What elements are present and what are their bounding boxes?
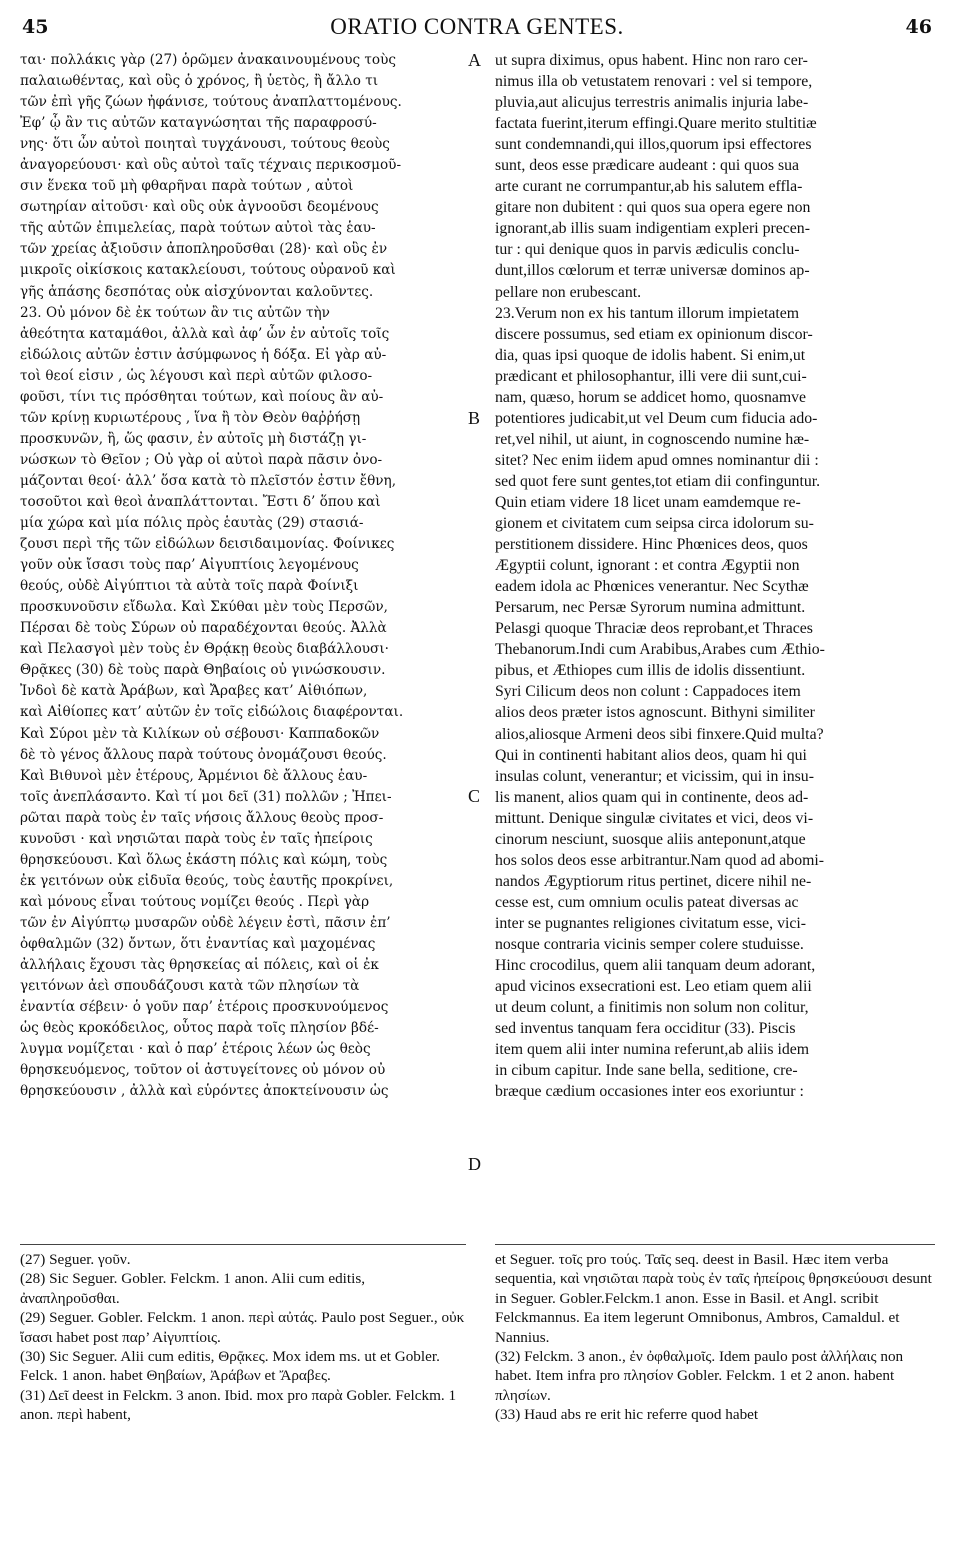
footnote: (30) Sic Seguer. Alii cum editis, Θρᾷκες. Mox idem ms. ut et Gobler. Felck. 1 anon. habet Θηβαίων, Ἀράβων et Ἄραβες.: [20, 1348, 440, 1385]
latin-text-line: sunt, deos esse prædicare audeant : qui quos sua: [495, 157, 800, 175]
page-number-left: 45: [22, 16, 49, 38]
latin-text-line: perstitionem dissidere. Hinc Phœnices deos, quos: [495, 536, 808, 554]
greek-text-line: εἰδώλοις αὐτῶν ἐστιν ἀσύμφωνος ἡ δόξα. Εἰ γὰρ αὐ-: [20, 346, 387, 363]
greek-text-line: φοῦσι, τίνι τις πρόσθηται τούτων, καὶ ποίους ἂν αὐ-: [20, 388, 384, 405]
latin-text-line: tur : qui denique quos in parvis ædiculis conclu-: [495, 241, 800, 259]
footnote: (28) Sic Seguer. Gobler. Felckm. 1 anon. Alii cum editis, ἀναπληροῦσθαι.: [20, 1270, 366, 1307]
footnote: (32) Felckm. 3 anon., ἐν ὀφθαλμοῖς. Idem paulo post ἀλλήλαις non habet. Item infra pro πλησίον Gobler. Felckm. 1 et 2 anon. habent πλησίων.: [495, 1348, 904, 1404]
latin-text-line: Thebanorum.Indi cum Arabibus,Arabes cum Æthio-: [495, 641, 825, 659]
latin-text-line: insulas colunt, venerantur; et vicissim, qui in insu-: [495, 767, 814, 785]
latin-text-line: gitare non dubitent : qui quos sua opera egere non: [495, 199, 811, 217]
greek-text-line: τοῖς ἀνεπλάσαντο. Καὶ τί μοι δεῖ (31) πολλῶν ; Ἠπει-: [20, 788, 392, 805]
latin-text-line: gionem et civitatem cum seipsa circa idolorum su-: [495, 515, 814, 533]
greek-text-line: 23. Οὐ μόνον δὲ ἐκ τούτων ἂν τις αὐτῶν τὴν: [20, 304, 330, 321]
greek-text-line: ζουσι περὶ τῆς τῶν εἰδώλων δεισιδαιμονίας. Φοίνικες: [20, 536, 395, 553]
latin-text-line: sed inventus tanquam fera occiditur (33). Piscis: [495, 1020, 796, 1038]
greek-text-line: νης· ὅτι ὧν αὐτοὶ ποιηταὶ τυγχάνουσι, τούτους θεοὺς: [20, 136, 390, 153]
latin-text-line: pluvia,aut alicujus terrestris animalis injuria labe-: [495, 94, 809, 112]
latin-text-line: lis manent, alios quam qui in continente, deos ad-: [495, 788, 809, 806]
greek-text-line: γοῦν οὐκ ἴσασι τοὺς παρ’ Αἰγυπτίοις λεγομένους: [20, 557, 359, 574]
greek-text-line: τῶν χρείας ἀξιοῦσιν ἀποπληροῦσθαι (28)· καὶ οὓς ἐν: [20, 241, 388, 258]
latin-text-line: nimus illa ob vetustatem renovari : vel si tempore,: [495, 73, 813, 91]
section-marker-d: D: [468, 1154, 481, 1174]
footnotes-right: [495, 1250, 935, 1425]
latin-text-line: Hinc crocodilus, quem alii tanquam deum adorant,: [495, 957, 816, 975]
greek-text-line: ἐναντία σέβειν· ὁ γοῦν παρ’ ἑτέροις προσκυνούμενος: [20, 999, 389, 1016]
page-number-right: 46: [905, 16, 932, 38]
greek-text-line: τῶν κρίνῃ κυριωτέρους , ἵνα ἢ τὸν Θεὸν θαῤῥήσῃ: [20, 409, 361, 426]
greek-text-line: σωτηρίαν αἰτοῦσι· καὶ οὓς οὐκ ἀγνοοῦσι δεομένους: [20, 199, 379, 216]
greek-text-line: προσκυνοῦσιν εἴδωλα. Καὶ Σκύθαι μὲν τοὺς Περσῶν,: [20, 599, 388, 616]
greek-text-line: καὶ Αἰθίοπες κατ’ αὐτῶν ἐν τοῖς εἰδώλοις διαφέρονται.: [20, 704, 404, 721]
greek-text-line: ὡς θεὸς κροκόδειλος, οὗτος παρὰ τοῖς πλησίον βδέ-: [20, 1020, 379, 1037]
latin-text-line: pibus, et Æthiopes cum illis de idolis dissentiunt.: [495, 662, 806, 680]
greek-text-line: Θρᾷκες (30) δὲ τοὺς παρὰ Θηβαίοις οὐ γινώσκουσιν.: [20, 662, 386, 679]
greek-text-line: Πέρσαι δὲ τοὺς Σύρων οὐ παραδέχονται θεούς. Ἀλλὰ: [20, 620, 387, 637]
latin-text-line: alios,aliosque Armeni deos sibi finxere.Quid multa?: [495, 725, 824, 743]
latin-text-line: dia, quas ipsi quoque de idolis habent. Si enim,ut: [495, 346, 806, 364]
greek-text-line: τῶν ἐν Αἰγύπτῳ μυσαρῶν οὐδὲ λέγειν ἐστὶ, πᾶσιν ἐπ’: [20, 914, 391, 931]
latin-text-line: sunt condemnandi,qui illos,quorum ipsi effectores: [495, 136, 812, 154]
latin-text-line: ignorant,ab illis suam indigentiam expleri precen-: [495, 220, 810, 238]
latin-text-line: bræque cædium occasiones inter eos exoriuntur :: [495, 1083, 804, 1101]
latin-text-line: alios deos præter istos agnoscunt. Bithyni similiter: [495, 704, 815, 722]
latin-text-line: nosque contraria vicinis semper colere studuisse.: [495, 935, 804, 953]
latin-text-line: Ægyptii colunt, ignorant : et contra Ægyptii non: [495, 557, 800, 575]
greek-text-line: καὶ μόνους εἶναι τούτους νομίζει θεούς . Περὶ γὰρ: [20, 893, 370, 910]
greek-text-line: θρησκεύουσιν , ἀλλὰ καὶ εὑρόντες ἀποκτείνουσιν ὡς: [20, 1083, 389, 1100]
greek-text-line: Ἰνδοὶ δὲ κατὰ Ἀράβων, καὶ Ἄραβες κατ’ Αἰθιόπων,: [20, 683, 368, 700]
latin-text-line: pellare non erubescant.: [495, 283, 642, 301]
greek-text-line: ἐκ γειτόνων οὐκ εἰδυῖα θεούς, τοὺς ἑαυτῆς προκρίνει,: [20, 872, 394, 889]
greek-text-column: [20, 50, 466, 1102]
greek-text-line: νώσκων τὸ Θεῖον ; Οὐ γὰρ οἱ αὐτοὶ παρὰ πᾶσιν ὀνο-: [20, 451, 383, 468]
greek-text-line: θρησκεύουσι. Καὶ ὅλως ἑκάστη πόλις καὶ κώμη, τοὺς: [20, 851, 388, 868]
latin-text-line: Qui in continenti habitant alios deos, quam hi qui: [495, 746, 807, 764]
latin-text-line: inter se pugnantes religiones civitatum esse, vici-: [495, 914, 807, 932]
latin-text-line: nam, quæso, horum se addicet homo, quosnamve: [495, 388, 807, 406]
latin-text-line: Persarum, nec Persæ Syrorum numina admittunt.: [495, 599, 806, 617]
latin-text-line: in cibum capitur. Inde sane bella, seditione, cre-: [495, 1062, 798, 1080]
greek-text-line: γῆς ἁπάσης δεσπότας οὐκ αἰσχύνονται καλοῦντες.: [20, 283, 374, 300]
latin-text-line: item quem alii inter numina referunt,ab aliis idem: [495, 1041, 810, 1059]
greek-text-line: μικροῖς οἰκίσκοις κατακλείουσι, τούτους οὐρανοῦ καὶ: [20, 262, 396, 279]
greek-text-line: θεούς, οὐδὲ Αἰγύπτιοι τὰ αὐτὰ τοῖς παρὰ Φοίνιξι: [20, 578, 359, 595]
latin-text-line: dunt,illos cœlorum et terræ universæ dominos ap-: [495, 262, 810, 280]
greek-text-line: Καὶ Σύροι μὲν τὰ Κιλίκων οὐ σέβουσι· Καππαδοκῶν: [20, 725, 380, 742]
latin-text-line: sed quot fere sunt gentes,tot etiam dii confinguntur.: [495, 472, 821, 490]
latin-text-line: discere possumus, sed etiam ex opinionum discor-: [495, 325, 813, 343]
latin-text-line: Pelasgi quoque Thraciæ deos reprobant,et Thraces: [495, 620, 813, 638]
footnote: (29) Seguer. Gobler. Felckm. 1 anon. περὶ αὐτάς. Paulo post Seguer., οὐκ ἴσασι habet post παρ’ Αἰγυπτίοις.: [20, 1309, 465, 1346]
greek-text-line: τοὶ θεοί εἰσιν , ὡς λέγουσι καὶ περὶ αὐτῶν φιλοσο-: [20, 367, 373, 384]
footnote: et Seguer. τοῖς pro τούς. Ταῖς seq. deest in Basil. Hæc item verba sequentia, καὶ νησιῶται παρὰ τοὺς ἐν ταῖς ἠπείροις θρησκεύουσι desunt in Seguer. Gobler.Felckm.1 anon. Esse in Basil. et Angl. scribit Felckmannus. Ea item legerunt Omnibonus, Ambros, Camaldul. et Nannius.: [495, 1251, 932, 1346]
footnote-rule-right: [495, 1244, 935, 1245]
latin-text-line: ut deum colunt, a finitimis non solum non colitur,: [495, 999, 809, 1017]
greek-text-line: τοσοῦτοι καὶ θεοὶ ἀναπλάττονται. Ἔστι δ’ ὅπου καὶ: [20, 493, 381, 510]
latin-text-line: cinorum nesciunt, suosque aliis anteponunt,atque: [495, 830, 806, 848]
greek-text-line: ὀφθαλμῶν (32) ὄντων, ὅτι ἐναντίας καὶ μαχομένας: [20, 935, 376, 952]
greek-text-line: λυγμα νομίζεται · καὶ ὁ παρ’ ἑτέροις λέων ὡς θεὸς: [20, 1041, 371, 1058]
latin-text-line: factata fuerint,iterum effingi.Quare merito stultitiæ: [495, 115, 817, 133]
greek-text-line: ρῶται παρὰ τοὺς ἐν ταῖς νήσοις ἄλλους θεοὺς προσ-: [20, 809, 384, 826]
running-title: ORATIO CONTRA GENTES.: [330, 14, 624, 39]
section-marker-a: A: [468, 50, 481, 70]
footnote: (31) Δεῖ deest in Felckm. 3 anon. Ibid. mox pro παρὰ Gobler. Felckm. 1 anon. περὶ habent,: [20, 1386, 457, 1424]
footnote: (33) Haud abs re erit hic referre quod habet: [495, 1406, 759, 1424]
section-marker-c: C: [468, 786, 481, 806]
greek-text-line: καὶ Πελασγοὶ μὲν τοὺς ἐν Θρᾴκῃ θεοὺς διαβάλλουσι·: [20, 641, 389, 658]
latin-text-column: [495, 50, 935, 1102]
latin-text-line: arte curant ne corrumpantur,ab his salutem effla-: [495, 178, 803, 196]
latin-text-line: apud vicinos exsecrationi est. Leo etiam quem alii: [495, 978, 812, 996]
greek-text-line: Ἐφ’ ᾧ ἂν τις αὐτῶν καταγνώσηται τῆς παραφροσύ-: [20, 115, 377, 132]
greek-text-line: ται· πολλάκις γὰρ (27) ὁρῶμεν ἀνακαινουμένους τοὺς: [20, 52, 396, 68]
latin-text-line: Quin etiam videre 18 licet unam eamdemque re-: [495, 493, 801, 511]
greek-text-line: ἀλλήλαις ἔχουσι τὰς θρησκείας αἱ πόλεις, καὶ οἱ ἐκ: [20, 957, 379, 974]
section-marker-b: B: [468, 408, 481, 428]
greek-text-line: παλαιωθέντας, καὶ οὓς ὁ χρόνος, ἢ ὑετὸς, ἢ ἄλλο τι: [20, 73, 379, 90]
footnote-rule-left: [20, 1244, 466, 1245]
latin-text-line: 23.Verum non ex his tantum illorum impietatem: [495, 304, 800, 322]
footnotes-left: [20, 1250, 466, 1425]
greek-text-line: ἀθεότητα καταμάθοι, ἀλλὰ καὶ ἀφ’ ὧν ἐν αὐτοῖς τοῖς: [20, 325, 390, 342]
latin-text-line: prædicant et philosophantur, illi vere dii sunt,cui-: [495, 367, 807, 385]
latin-text-line: mittunt. Denique singulæ civitates et vici, deos vi-: [495, 809, 814, 827]
greek-text-line: μία χώρα καὶ μία πόλις πρὸς ἑαυτὰς (29) στασιά-: [20, 515, 364, 532]
greek-text-line: τῶν ἐπὶ γῆς ζώων ἠφάνισε, τούτους ἀναπλαττομένους.: [20, 94, 402, 111]
greek-text-line: κυνοῦσι · καὶ νησιῶται παρὰ τοὺς ἐν ταῖς ἠπείροις: [20, 830, 373, 847]
greek-text-line: γειτόνων ἀεὶ σπουδάζουσι κατὰ τῶν πλησίων τὰ: [20, 978, 360, 995]
latin-text-line: hos solos deos esse arbitrantur.Nam quod ad abomi-: [495, 851, 825, 869]
latin-text-line: cesse est, cum omnium oculis pateat diversas ac: [495, 893, 799, 911]
running-header: [0, 14, 954, 44]
greek-text-line: σιν ἕνεκα τοῦ μὴ φθαρῆναι παρὰ τούτων , αὐτοὶ: [20, 178, 354, 195]
greek-text-line: δὲ τὸ γένος ἄλλους παρὰ τούτους ὀνομάζουσι θεούς.: [20, 746, 387, 763]
latin-text-line: ret,vel nihil, ut aiunt, in cognoscendo numine hæ-: [495, 430, 810, 448]
greek-text-line: προσκυνῶν, ἢ, ὥς φασιν, ἐν αὐτοῖς μὴ διστάζῃ γι-: [20, 430, 367, 447]
footnote: (27) Seguer. γοῦν.: [20, 1251, 131, 1268]
latin-text-line: ut supra diximus, opus habent. Hinc non raro cer-: [495, 52, 808, 69]
latin-text-line: nandos Ægyptiorum ritus pertinet, dicere nihil ne-: [495, 872, 812, 890]
latin-text-line: sitet? Nec enim iidem apud omnes nominantur dii :: [495, 451, 819, 469]
greek-text-line: μάζονται θεοί· ἀλλ’ ὅσα κατὰ τὸ πλεῖστόν ἐστιν ἔθνη,: [20, 472, 397, 489]
latin-text-line: eadem idola ac Phœnices venerantur. Nec Scythæ: [495, 578, 809, 596]
latin-text-line: potentiores judicabit,ut vel Deum cum fiducia ado-: [495, 409, 818, 427]
greek-text-line: ἀναγορεύουσι· καὶ οὓς αὐτοὶ ταῖς τέχναις περικοσμοῦ-: [20, 157, 402, 174]
greek-text-line: θρησκευόμενος, τοῦτον οἱ ἀστυγείτονες οὐ μόνον οὐ: [20, 1062, 386, 1079]
latin-text-line: Syri Cilicum deos non colunt : Cappadoces item: [495, 683, 801, 701]
greek-text-line: τῆς αὐτῶν ἐπιμελείας, παρὰ τούτων αὐτοὶ τὰς ἑαυ-: [20, 220, 376, 237]
greek-text-line: Καὶ Βιθυνοὶ μὲν ἑτέρους, Ἀρμένιοι δὲ ἄλλους ἑαυ-: [20, 767, 368, 784]
